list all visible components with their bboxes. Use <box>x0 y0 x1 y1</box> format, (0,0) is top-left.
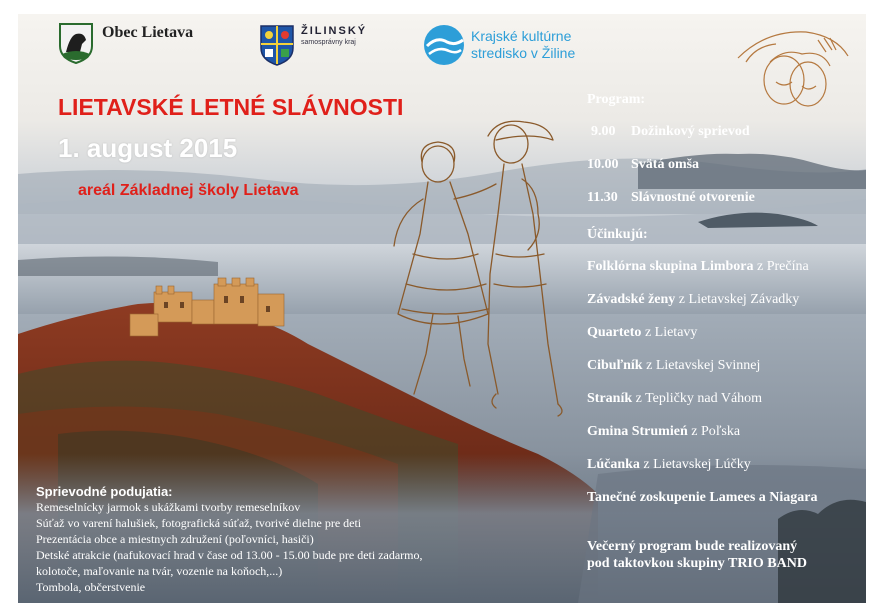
culture-center-line1: Krajské kultúrne <box>471 28 572 44</box>
side-event-line: Prezentácia obce a miestnych združení (poľovníci, hasiči) <box>36 532 314 546</box>
event-title: LIETAVSKÉ LETNÉ SLÁVNOSTI <box>58 94 404 120</box>
program-time: 11.30 <box>587 190 618 205</box>
side-event-line: Remeselnícky jarmok s ukážkami tvorby remeselníkov <box>36 500 301 514</box>
performer-origin: z Lietavskej Závadky <box>675 292 800 307</box>
event-venue: areál Základnej školy Lietava <box>78 182 299 199</box>
program-item <box>591 124 750 140</box>
performer-item <box>587 457 751 473</box>
lietava-coat-of-arms-icon <box>58 22 94 64</box>
evening-line2-prefix: pod taktovkou skupiny <box>587 556 728 571</box>
side-event-line: Tombola, občerstvenie <box>36 580 146 594</box>
performer-origin: z Tepličky nad Váhom <box>632 391 763 406</box>
performer-name: Lúčanka <box>587 457 640 472</box>
culture-center-line2: stredisko v Žiline <box>471 45 576 61</box>
side-event-line: Súťaž vo varení halušiek, fotografická súťaž, tvorivé dielne pre deti <box>36 516 362 530</box>
side-event-line: kolotoče, maľovanie na tvár, vozenie na koňoch,...) <box>36 564 283 578</box>
region-title: ŽILINSKÝ <box>301 25 368 37</box>
performer-item <box>587 358 760 374</box>
evening-line2 <box>587 555 807 572</box>
performer-origin: z Lietavskej Lúčky <box>639 457 751 472</box>
performers-title: Účinkujú: <box>587 227 648 242</box>
performer-item <box>587 424 740 440</box>
performer-item <box>587 391 762 407</box>
program-item <box>587 157 700 173</box>
performer-name: Cibuľník <box>587 358 643 373</box>
performer-item <box>587 292 799 308</box>
performer-item <box>587 490 817 506</box>
side-event-line: Detské atrakcie (nafukovací hrad v čase od 13.00 - 15.00 bude pre deti zadarmo, <box>36 548 423 562</box>
event-date: 1. august 2015 <box>58 133 238 163</box>
performer-name: Gmina Strumień <box>587 424 688 439</box>
festival-emblem-icon <box>726 22 852 114</box>
municipality-name: Obec Lietava <box>102 24 194 41</box>
program-label: Svätá omša <box>631 157 700 172</box>
performer-name: Straník <box>587 391 633 406</box>
culture-center-logo-icon <box>423 24 465 66</box>
side-events-title: Sprievodné podujatia: <box>36 484 173 499</box>
performer-name: Tanečné zoskupenie Lamees a Niagara <box>587 490 818 505</box>
evening-line1: Večerný program bude realizovaný <box>587 539 798 554</box>
performer-name: Folklórna skupina Limbora <box>587 259 754 274</box>
performer-item <box>587 259 809 275</box>
performer-origin: z Lietavskej Svinnej <box>642 358 761 373</box>
poster <box>18 14 866 603</box>
evening-band-name: TRIO BAND <box>727 556 807 571</box>
program-time: 9.00 <box>591 124 616 139</box>
region-subtitle: samosprávny kraj <box>301 39 356 46</box>
program-label: Dožinkový sprievod <box>631 124 750 139</box>
program-label: Slávnostné otvorenie <box>631 190 755 205</box>
performer-origin: z Poľska <box>687 424 741 439</box>
performer-name: Quarteto <box>587 325 642 340</box>
performer-origin: z Prečína <box>753 259 809 274</box>
program-item <box>587 190 755 206</box>
performer-origin: z Lietavy <box>641 325 698 340</box>
evening-program <box>587 538 807 572</box>
program-title: Program: <box>587 92 646 107</box>
culture-center-name <box>471 28 575 62</box>
zilina-region-coat-of-arms-icon <box>259 24 295 66</box>
performer-item <box>587 325 697 341</box>
program-time: 10.00 <box>587 157 619 172</box>
performer-name: Závadské ženy <box>587 292 676 307</box>
